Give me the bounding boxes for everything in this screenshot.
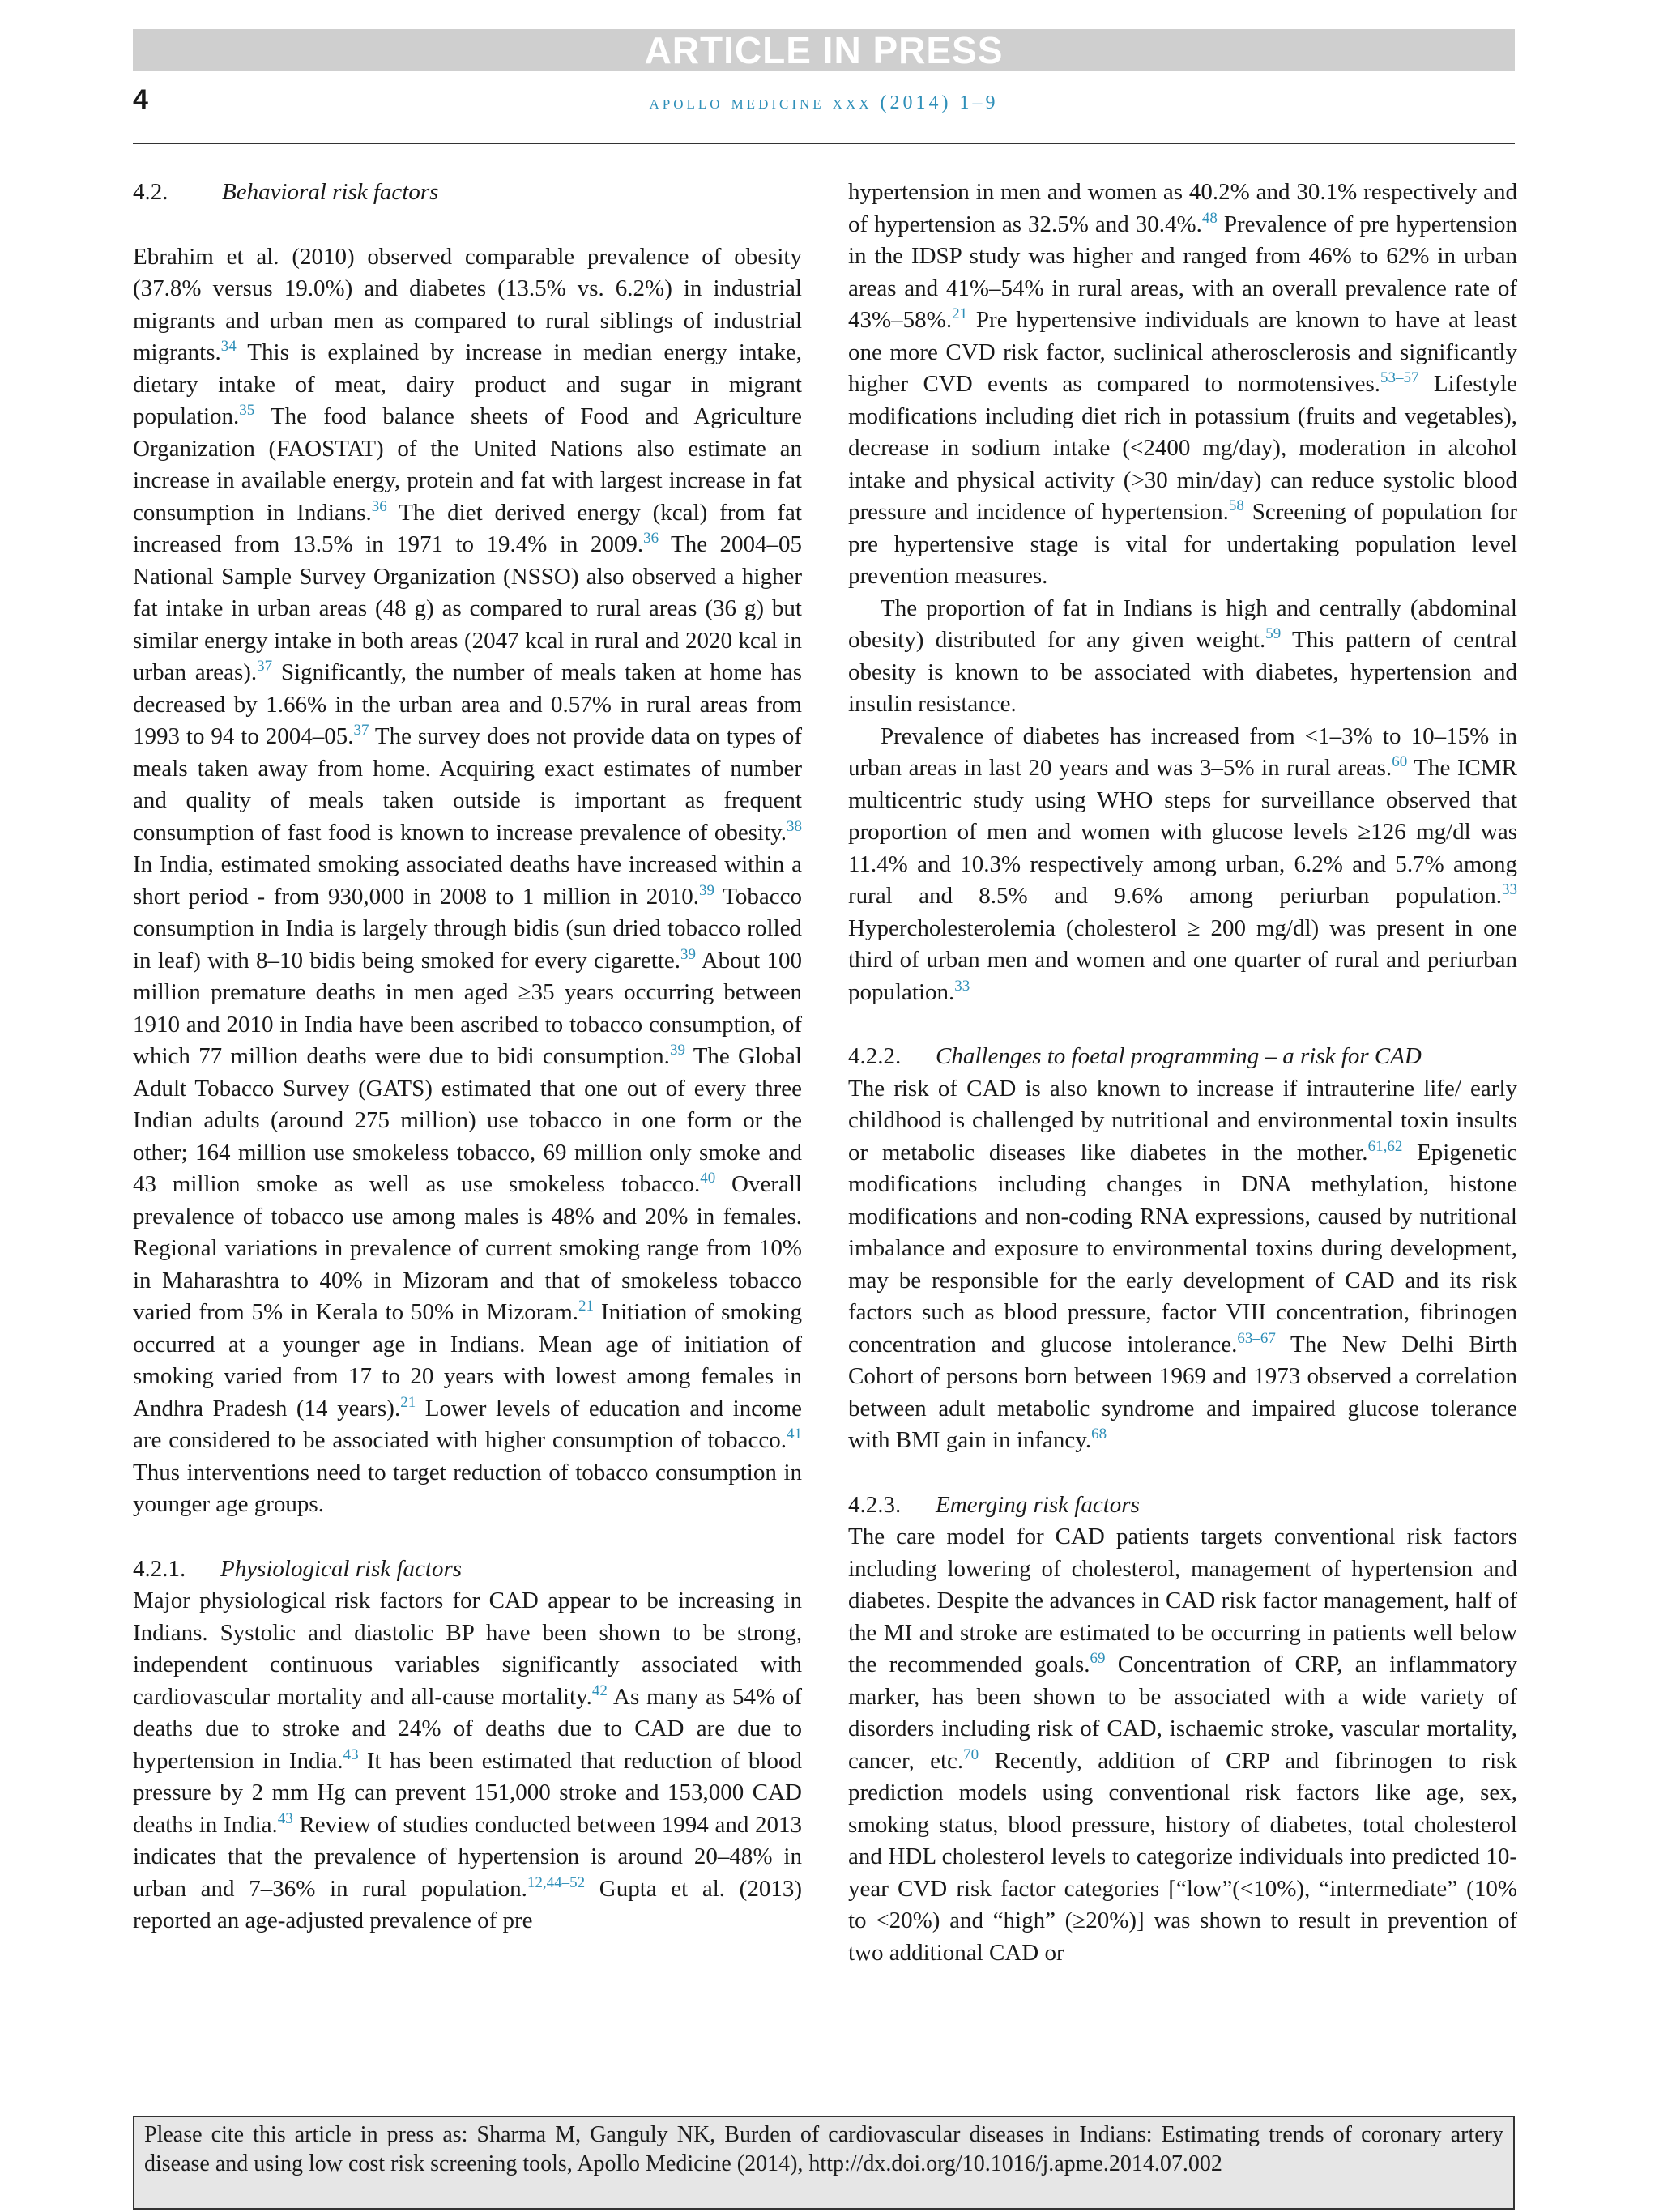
text-segment: Prevalence of pre hypertension in the IDSP study was higher and ranged from 46% to 62% in urban areas and 41%–54% in rural areas, with an overall prevalence rate of 43%–58%. bbox=[848, 211, 1517, 333]
running-head: apollo medicine xxx (2014) 1–9 bbox=[649, 92, 999, 113]
reference-link[interactable]: 21 bbox=[952, 305, 968, 322]
text-segment: Review of studies conducted between 1994 and 2013 indicates that the prevalence of hypertension is around 20–48% in urban and 7–36% in rural population. bbox=[133, 1811, 802, 1902]
reference-link[interactable]: 43 bbox=[343, 1745, 359, 1763]
text-segment: Lifestyle modifications including diet rich in potassium (fruits and vegetables), decrease in sodium intake (<2400 mg/day), moderation in alcohol intake and physical activity (>30 min/day) can reduce systolic blood pressure and incidence of hypertension. bbox=[848, 371, 1517, 525]
text-segment: The diet derived energy (kcal) from fat increased from 13.5% in 1971 to 19.4% in 2009. bbox=[133, 499, 802, 557]
text-segment: The care model for CAD patients targets conventional risk factors including lowering of cholesterol, management of hypertension and diabetes. Despite the advances in CAD risk factor management, half of the MI and stroke are estimated to be occurring in patients well below the recommended goals. bbox=[848, 1524, 1517, 1677]
reference-link[interactable]: 37 bbox=[257, 658, 273, 675]
header-rule bbox=[133, 143, 1515, 144]
reference-link[interactable]: 70 bbox=[963, 1745, 979, 1763]
reference-link[interactable]: 39 bbox=[699, 881, 715, 899]
reference-link[interactable]: 58 bbox=[1228, 497, 1244, 514]
reference-link[interactable]: 60 bbox=[1392, 753, 1408, 770]
reference-link[interactable]: 36 bbox=[371, 497, 387, 515]
reference-link[interactable]: 37 bbox=[353, 722, 369, 739]
text-segment: Major physiological risk factors for CAD appear to be increasing in Indians. Systolic and diastolic BP have been shown to be strong, independent continuous variables significantly associated with cardiovascular mortality and all-cause mortality. bbox=[133, 1588, 802, 1710]
paragraph bbox=[848, 177, 1517, 593]
reference-link[interactable]: 43 bbox=[277, 1809, 293, 1827]
text-segment: This is explained by increase in median energy intake, dietary intake of meat, dairy product and sugar in migrant population. bbox=[133, 339, 802, 429]
text-segment: The Global Adult Tobacco Survey (GATS) estimated that one out of every three Indian adults (around 275 million) use tobacco in one form or the other; 164 million use smokeless tobacco, 69 million only smoke and 43 million smoke as well as use smokeless tobacco. bbox=[133, 1043, 802, 1197]
reference-link[interactable]: 36 bbox=[643, 530, 659, 547]
paragraph bbox=[848, 593, 1517, 721]
text-segment: About 100 million premature deaths in men aged ≥35 years occurring between 1910 and 2010 in India have been ascribed to tobacco consumption, of which 77 million deaths were due to bidi consumption. bbox=[133, 947, 802, 1069]
section-heading-4-2-3: 4.2.3. Emerging risk factors bbox=[848, 1491, 1140, 1518]
paragraph bbox=[133, 1585, 802, 1937]
reference-link[interactable]: 42 bbox=[591, 1681, 608, 1699]
reference-link[interactable]: 12,44–52 bbox=[527, 1873, 586, 1891]
reference-link[interactable]: 68 bbox=[1091, 1426, 1107, 1443]
text-segment: Significantly, the number of meals taken at home has decreased by 1.66% in the urban area and 0.57% in rural areas from 1993 to 94 to 2004–05. bbox=[133, 659, 803, 749]
text-segment: As many as 54% of deaths due to stroke and 24% of deaths due to CAD are due to hypertension in India. bbox=[133, 1683, 803, 1774]
text-segment: The risk of CAD is also known to increase if intrauterine life/ early childhood is challenged by nutritional and environmental toxin insults or metabolic diseases like diabetes in the mother. bbox=[848, 1075, 1517, 1166]
section-heading-4-2-2: 4.2.2. Challenges to foetal programming – a risk for CAD bbox=[848, 1043, 1422, 1069]
reference-link[interactable]: 41 bbox=[787, 1426, 802, 1443]
text-segment: The survey does not provide data on types of meals taken away from home. Acquiring exact estimates of number and quality of meals taken outside is important as frequent consumption of fast food is known to increase prevalence of obesity. bbox=[133, 723, 802, 846]
text-segment: Initiation of smoking occurred at a younger age in Indians. Mean age of initiation of smoking varied from 17 to 20 years with lowest among females in Andhra Pradesh (14 years). bbox=[133, 1299, 803, 1421]
paragraph bbox=[133, 241, 802, 1521]
section-heading-4-2: 4.2. Behavioral risk factors bbox=[133, 179, 439, 205]
reference-link[interactable]: 40 bbox=[700, 1170, 716, 1187]
paragraph bbox=[848, 1521, 1517, 1969]
text-segment: The food balance sheets of Food and Agriculture Organization (FAOSTAT) of the United Nations also estimate an increase in available energy, protein and fat with largest increase in fat consumption in Indians. bbox=[133, 403, 802, 526]
text-segment: Concentration of CRP, an inflammatory marker, has been shown to be associated with a wide variety of disorders including risk of CAD, ischaemic stroke, vascular mortality, cancer, etc. bbox=[848, 1652, 1517, 1774]
text-segment: The proportion of fat in Indians is high and centrally (abdominal obesity) distributed for any given weight. bbox=[848, 595, 1517, 653]
text-segment: Screening of population for pre hypertensive stage is vital for undertaking population level prevention measures. bbox=[848, 499, 1517, 589]
reference-link[interactable]: 69 bbox=[1090, 1650, 1106, 1667]
citation-box: Please cite this article in press as: Sharma M, Ganguly NK, Burden of cardiovascular diseases in Indians: Estimating trends of coronary artery disease and using low cost risk screening tools, Apollo Medicine (2014), http://dx.doi.org/10.1016/j.apme.2014.07.002 bbox=[133, 2116, 1515, 2210]
article-in-press-banner: ARTICLE IN PRESS bbox=[133, 29, 1515, 71]
right-column bbox=[848, 177, 1517, 1969]
reference-link[interactable]: 38 bbox=[787, 817, 802, 835]
text-segment: Tobacco consumption in India is largely through bidis (sun dried tobacco rolled in leaf) with 8–10 bidis being smoked for every cigarette. bbox=[133, 883, 803, 974]
paragraph bbox=[848, 721, 1517, 1009]
text-segment: In India, estimated smoking associated deaths have increased within a short period - from 930,000 in 2008 to 1 million in 2010. bbox=[133, 851, 802, 910]
text-segment: Lower levels of education and income are considered to be associated with higher consumption of tobacco. bbox=[133, 1395, 802, 1453]
reference-link[interactable]: 63–67 bbox=[1237, 1329, 1276, 1347]
text-segment: Recently, addition of CRP and fibrinogen to risk prediction models using conventional risk factors like age, sex, smoking status, blood pressure, history of diabetes, total cholesterol and HDL cholesterol levels to categorize individuals into predicted 10-year CVD risk factor categories [“low”(<10%), “intermediate” (10% to <20%) and “high” (≥20%)] was shown to result in prevention of two additional CAD or bbox=[848, 1747, 1517, 1966]
reference-link[interactable]: 39 bbox=[669, 1042, 685, 1059]
text-segment: The 2004–05 National Sample Survey Organization (NSSO) also observed a higher fat intake in urban areas (48 g) as compared to rural areas (36 g) but similar energy intake in both areas (2047 kcal in rural and 2020 kcal in urban areas). bbox=[133, 531, 803, 685]
text-segment: Ebrahim et al. (2010) observed comparable prevalence of obesity (37.8% versus 19.0%) and diabetes (13.5% vs. 6.2%) in industrial migrants and urban men as compared to rural siblings of industrial migrants. bbox=[133, 243, 802, 365]
text-segment: Overall prevalence of tobacco use among males is 48% and 20% in females. Regional variations in prevalence of current smoking range from 10% in Maharashtra to 40% in Mizoram and that of smokeless tobacco varied from 5% in Kerala to 50% in Mizoram. bbox=[133, 1171, 802, 1325]
section-heading-4-2-1: 4.2.1. Physiological risk factors bbox=[133, 1555, 463, 1582]
text-segment: Hypercholesterolemia (cholesterol ≥ 200 mg/dl) was present in one third of urban men and women and one quarter of rural and periurban population. bbox=[848, 914, 1517, 1005]
reference-link[interactable]: 35 bbox=[239, 402, 255, 419]
reference-link[interactable]: 39 bbox=[680, 945, 697, 963]
reference-link[interactable]: 53–57 bbox=[1380, 369, 1419, 386]
paragraph bbox=[848, 1073, 1517, 1457]
reference-link[interactable]: 33 bbox=[954, 977, 970, 995]
text-segment: Gupta et al. (2013) reported an age-adjusted prevalence of pre bbox=[133, 1875, 802, 1933]
reference-link[interactable]: 33 bbox=[1502, 881, 1517, 898]
text-segment: Epigenetic modifications including changes in DNA methylation, histone modifications and non-coding RNA expressions, caused by nutritional imbalance and exposure to environmental toxins during development, may be responsible for the early development of CAD and its risk factors such as blood pressure, factor VIII concentration, fibrinogen concentration and glucose intolerance. bbox=[848, 1139, 1517, 1357]
text-segment: Pre hypertensive individuals are known to have at least one more CVD risk factor, suclinical atherosclerosis and significantly higher CVD events as compared to normotensives. bbox=[848, 307, 1517, 397]
text-segment: Prevalence of diabetes has increased from <1–3% to 10–15% in urban areas in last 20 years and was 3–5% in rural areas. bbox=[848, 722, 1517, 781]
text-segment: The New Delhi Birth Cohort of persons born between 1969 and 1973 observed a correlation between adult metabolic syndrome and impaired glucose tolerance with BMI gain in infancy. bbox=[848, 1331, 1517, 1453]
reference-link[interactable]: 59 bbox=[1265, 625, 1282, 642]
text-segment: Thus interventions need to target reduction of tobacco consumption in younger age groups. bbox=[133, 1459, 802, 1517]
left-column bbox=[133, 177, 802, 1937]
reference-link[interactable]: 21 bbox=[578, 1298, 595, 1315]
text-segment: The ICMR multicentric study using WHO steps for surveillance observed that proportion of men and women with glucose levels ≥126 mg/dl was 11.4% and 10.3% respectively among urban, 6.2% and 5.7% among rural and 8.5% and 9.6% among periurban population. bbox=[848, 755, 1517, 909]
text-segment: It has been estimated that reduction of blood pressure by 2 mm Hg can prevent 151,000 stroke and 153,000 CAD deaths in India. bbox=[133, 1747, 802, 1838]
text-segment: hypertension in men and women as 40.2% and 30.1% respectively and of hypertension as 32.5% and 30.4%. bbox=[848, 179, 1517, 237]
reference-link[interactable]: 61,62 bbox=[1367, 1137, 1403, 1155]
reference-link[interactable]: 21 bbox=[400, 1393, 416, 1411]
reference-link[interactable]: 34 bbox=[220, 338, 237, 355]
reference-link[interactable]: 48 bbox=[1201, 209, 1218, 227]
page-number: 4 bbox=[133, 84, 148, 115]
text-segment: This pattern of central obesity is known to be associated with diabetes, hypertension and insulin resistance. bbox=[848, 627, 1517, 717]
